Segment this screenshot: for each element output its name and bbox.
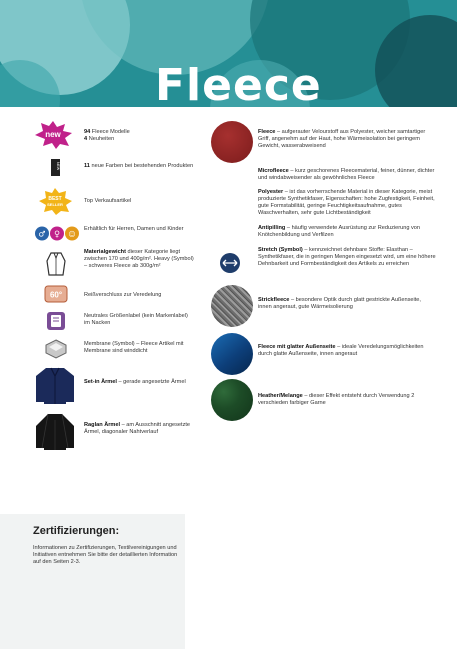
strickfleece-swatch <box>211 285 253 327</box>
label-text: Neutrales Größenlabel (kein Markenlabel) im Nacken <box>84 313 188 326</box>
raglan-jacket-image <box>34 412 76 452</box>
page-title: Fleece <box>155 60 322 107</box>
membrane-text: Membrane (Symbol) – Fleece Artikel mit Membrane sind winddicht <box>84 341 184 354</box>
fleece-text: Fleece – aufgerauter Velourstoff aus Polyester, weicher samtartiger Griff, angenehm auf der Haut, hohe Wärmeisolation bei geringem Gewicht, wasserabweisend <box>258 129 426 149</box>
raglan-text: Raglan Ärmel – am Ausschnitt angesetzte Ärmel, diagonaler Nahtverlauf <box>84 422 191 435</box>
smooth-fleece-swatch <box>211 333 253 375</box>
setin-text: Set-in Ärmel – gerade angesetzte Ärmel <box>84 379 186 385</box>
gender-icons <box>35 226 80 241</box>
new-badge-icon <box>32 119 74 149</box>
heather-text: Heather/Melange – dieser Effekt entsteht durch Verwendung 2 verschieden farbiger Garne <box>258 393 415 406</box>
bestseller-badge-icon <box>37 187 73 215</box>
strickfleece-text: Strickfleece – besondere Optik durch glatt gestrickte Außenseite, innen angeraut, gute Wärmeisolierung <box>258 297 421 310</box>
svg-text:☺: ☺ <box>68 230 76 239</box>
svg-text:BEST: BEST <box>48 196 62 202</box>
bestseller-text: Top Verkaufsartikel <box>84 198 132 204</box>
svg-text:new: new <box>45 130 61 139</box>
polyester-text: Polyester – ist das vorherrschende Material in dieser Kategorie, meist produzierte Synthetikfaser, Eigenschaften: hohe Zugfestigkeit, Feinheit, gute Formstabilität, geringe Feuchtigkeitsaufnahme, gutes Waschverhalten, sehr gute Lichtbeständigkeit <box>258 189 435 216</box>
stretch-text: Stretch (Symbol) – kennzeichnet dehnbare Stoffe: Elasthan – Synthetikfaser, die in geringen Mengen eingesetzt wird, um eine höhere Dehnbarkeit und Formbeständigkeit des Artikels zu erreichen <box>258 247 436 267</box>
models-count: 94 Fleece Modelle 4 Neuheiten <box>84 129 130 142</box>
title-underline <box>150 107 457 111</box>
weight-icon <box>46 251 66 277</box>
svg-text:SELLER: SELLER <box>47 202 63 207</box>
microfleece-text: Microfleece – kurz geschorenes Fleecematerial, feiner, dünner, dichter und windabweisender als gewöhnliches Fleece <box>258 168 435 181</box>
membrane-icon <box>45 339 67 359</box>
svg-text:♀: ♀ <box>54 229 60 239</box>
fleece-swatch <box>211 121 253 163</box>
tear-icon <box>44 285 68 303</box>
setin-jacket-image <box>34 366 76 406</box>
weight-text: Materialgewicht dieser Kategorie liegt zwischen 170 und 400g/m². Heavy (Symbol) – schweres Fleece ab 300g/m² <box>84 249 194 269</box>
svg-text:♂: ♂ <box>38 229 46 239</box>
heather-swatch <box>211 379 253 421</box>
certifications-title: Zertifizierungen: <box>33 525 120 537</box>
svg-text:60°: 60° <box>49 290 63 300</box>
new-colors-icon <box>51 159 60 176</box>
label-icon <box>46 311 66 331</box>
tear-text: Reißverschluss zur Veredelung <box>84 292 162 298</box>
new-colors-icon-text: NEW <box>56 162 60 171</box>
smooth-fleece-text: Fleece mit glatter Außenseite – ideale Veredelungsmöglichkeiten durch glatte Außenseite, innen angeraut <box>258 344 424 357</box>
certifications-text: Informationen zu Zertifizierungen, Textilvereinigungen und Initiativen entnehmen Sie bitte der detaillierten Information auf den Seiten 2-3. <box>33 545 178 565</box>
antipilling-text: Antipilling – häufig verwendete Ausrüstung zur Reduzierung von Knötchenbildung und Verfilzen <box>258 225 420 238</box>
gender-text: Erhältlich für Herren, Damen und Kinder <box>84 226 184 232</box>
stretch-icon <box>219 252 241 274</box>
hero-banner <box>0 0 457 107</box>
new-colors-text: 11 neue Farben bei bestehenden Produkten <box>84 163 194 169</box>
